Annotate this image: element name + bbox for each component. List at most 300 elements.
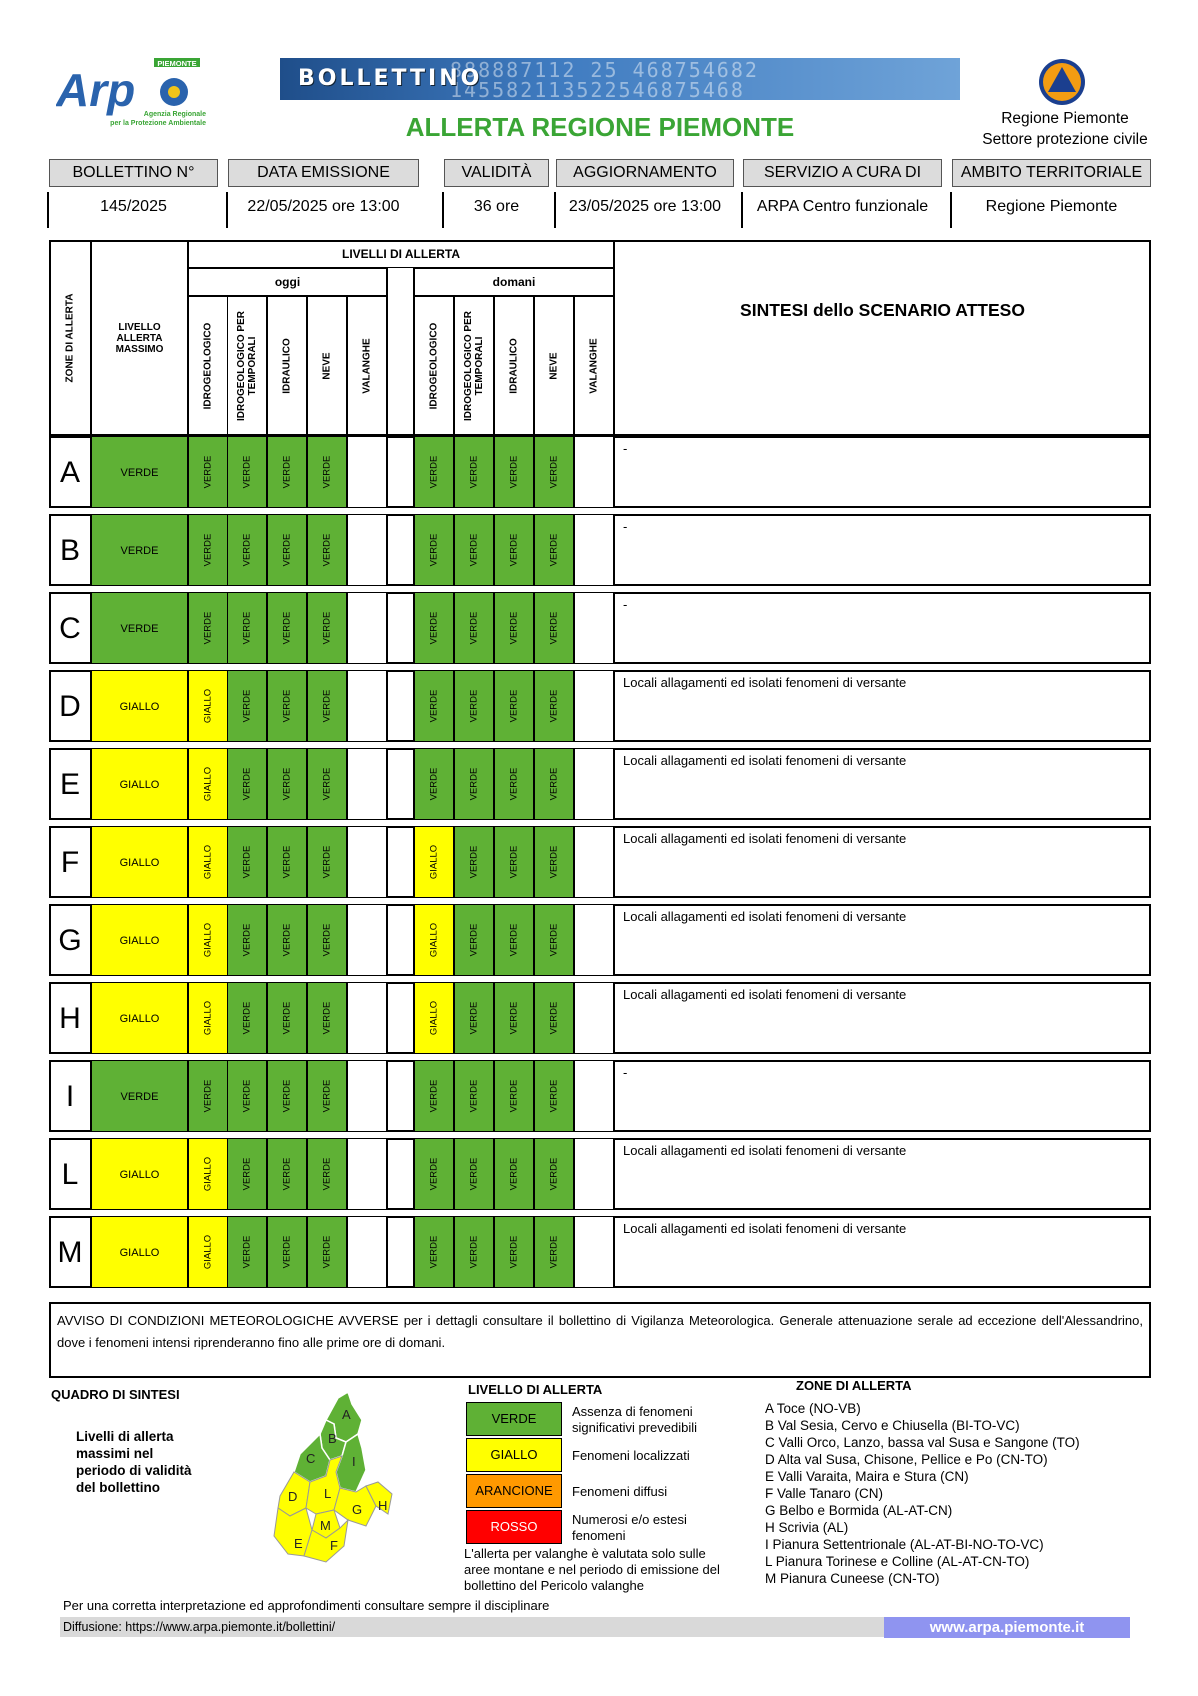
zone-letter: H: [49, 982, 91, 1054]
row-gap: [387, 1216, 414, 1288]
tomorrow-level-cell: [574, 904, 614, 976]
category-label: NEVE: [321, 352, 333, 380]
map-label: H: [378, 1498, 388, 1513]
info-label-scope: AMBITO TERRITORIALE: [952, 159, 1151, 187]
svg-text:PIEMONTE: PIEMONTE: [157, 59, 197, 68]
tomorrow-level-cell: [534, 436, 574, 508]
tomorrow-level-cell: [534, 982, 574, 1054]
row-gap: [387, 592, 414, 664]
level-label: VERDE: [281, 689, 293, 723]
info-value-service: ARPA Centro funzionale: [756, 198, 929, 215]
today-level-cell: [188, 982, 228, 1054]
level-label: VERDE: [468, 533, 480, 567]
scenario-summary: -: [614, 514, 1151, 586]
level-label: VERDE: [468, 1079, 480, 1113]
legend-orange: ARANCIONE: [466, 1474, 562, 1508]
info-value-validity: 36 ore: [473, 198, 520, 215]
level-label: VERDE: [428, 455, 440, 489]
legend-green-desc: Assenza di fenomeni significativi prevedibili: [572, 1404, 697, 1435]
today-category-header: [188, 296, 228, 436]
tomorrow-level-cell: [454, 826, 494, 898]
zone-letter: F: [49, 826, 91, 898]
level-label: VERDE: [548, 923, 560, 957]
tomorrow-level-cell: [494, 1216, 534, 1288]
level-label: VERDE: [548, 533, 560, 567]
tomorrow-level-cell: [414, 670, 454, 742]
level-label: VERDE: [508, 845, 520, 879]
today-category-header: [267, 296, 307, 436]
region-name: Regione Piemonte: [1001, 110, 1129, 127]
today-level-cell: [267, 514, 307, 586]
scenario-summary: Locali allagamenti ed isolati fenomeni di versante: [614, 826, 1151, 898]
weather-notice: AVVISO DI CONDIZIONI METEOROLOGICHE AVVERSE per i dettagli consultare il bollettino di Vigilanza Meteorologica. Generale attenuazione serale ad eccezione dell'Alessandrino, dove i fenomeni intensi riprenderanno fino alle prime ore di domani.: [49, 1302, 1151, 1378]
zone-letter: D: [49, 670, 91, 742]
max-level-header: LIVELLO ALLERTA MASSIMO: [91, 240, 188, 436]
today-category-header: [347, 296, 387, 436]
today-level-cell: [227, 826, 267, 898]
level-label: VERDE: [241, 1157, 253, 1191]
level-label: VERDE: [202, 455, 214, 489]
info-label-service: SERVIZIO A CURA DI: [743, 159, 942, 187]
category-label: NEVE: [548, 352, 560, 380]
today-level-cell: [307, 1060, 347, 1132]
today-level-cell: [307, 436, 347, 508]
row-gap: [387, 904, 414, 976]
today-level-cell: [267, 1138, 307, 1210]
level-label: VERDE: [321, 845, 333, 879]
avalanche-note: L'allerta per valanghe è valutata solo sulle aree montane e nel periodo di emissione del bollettino del Pericolo valanghe: [464, 1546, 720, 1593]
max-level-cell: GIALLO: [91, 1138, 188, 1210]
zones-header-label: ZONE DI ALLERTA: [64, 293, 76, 383]
tomorrow-level-cell: [534, 670, 574, 742]
level-label: VERDE: [321, 1235, 333, 1269]
zones-legend-title: ZONE DI ALLERTA: [796, 1378, 912, 1393]
info-value-date: 22/05/2025 ore 13:00: [247, 198, 400, 215]
tomorrow-level-cell: [534, 904, 574, 976]
tomorrow-level-cell: [494, 1060, 534, 1132]
zone-legend-item: G Belbo e Bormida (AL-AT-CN): [765, 1503, 953, 1518]
tomorrow-level-cell: [454, 436, 494, 508]
today-level-cell: [307, 1216, 347, 1288]
today-level-cell: [347, 1138, 387, 1210]
info-value-scope: Regione Piemonte: [985, 198, 1118, 215]
scenario-summary: -: [614, 436, 1151, 508]
level-label: VERDE: [202, 1079, 214, 1113]
today-level-cell: [227, 982, 267, 1054]
tomorrow-level-cell: [454, 670, 494, 742]
tomorrow-level-cell: [494, 1138, 534, 1210]
level-label: VERDE: [241, 455, 253, 489]
info-value-bulletin: 145/2025: [100, 198, 167, 215]
today-header: oggi: [188, 268, 387, 296]
row-gap: [387, 982, 414, 1054]
today-level-cell: [188, 592, 228, 664]
level-label: VERDE: [321, 1079, 333, 1113]
today-level-cell: [347, 1216, 387, 1288]
piemonte-map: [270, 1390, 420, 1590]
level-label: VERDE: [281, 533, 293, 567]
level-label: VERDE: [428, 1235, 440, 1269]
zone-legend-item: C Valli Orco, Lanzo, bassa val Susa e Sangone (TO): [765, 1435, 1080, 1450]
scenario-summary: Locali allagamenti ed isolati fenomeni di versante: [614, 1138, 1151, 1210]
category-label: IDROGEOLOGICO: [428, 322, 440, 410]
zone-legend-item: E Valli Varaita, Maira e Stura (CN): [765, 1469, 969, 1484]
today-level-cell: [188, 1216, 228, 1288]
today-level-cell: [227, 436, 267, 508]
level-label: VERDE: [468, 689, 480, 723]
today-level-cell: [307, 982, 347, 1054]
tomorrow-level-cell: [494, 904, 534, 976]
today-level-cell: [347, 748, 387, 820]
tomorrow-level-cell: [414, 826, 454, 898]
tomorrow-header: domani: [414, 268, 614, 296]
zone-letter: C: [49, 592, 91, 664]
level-label: VERDE: [548, 767, 560, 801]
max-level-cell: VERDE: [91, 514, 188, 586]
svg-text:per la Protezione Ambientale: per la Protezione Ambientale: [110, 120, 206, 127]
level-label: VERDE: [508, 767, 520, 801]
scenario-summary: -: [614, 592, 1151, 664]
map-label: M: [320, 1518, 331, 1533]
today-level-cell: [188, 436, 228, 508]
level-label: VERDE: [508, 1079, 520, 1113]
level-label: VERDE: [281, 923, 293, 957]
level-label: VERDE: [428, 767, 440, 801]
tomorrow-level-cell: [534, 1216, 574, 1288]
today-level-cell: [307, 748, 347, 820]
level-label: GIALLO: [202, 922, 214, 958]
max-level-cell: VERDE: [91, 1060, 188, 1132]
today-level-cell: [307, 514, 347, 586]
tomorrow-level-cell: [574, 826, 614, 898]
today-level-cell: [188, 1138, 228, 1210]
tomorrow-level-cell: [414, 436, 454, 508]
max-level-cell: GIALLO: [91, 748, 188, 820]
tomorrow-level-cell: [414, 514, 454, 586]
map-label: B: [328, 1431, 337, 1446]
row-gap: [387, 436, 414, 508]
zone-letter: L: [49, 1138, 91, 1210]
level-label: VERDE: [321, 767, 333, 801]
scenario-summary: Locali allagamenti ed isolati fenomeni di versante: [614, 1216, 1151, 1288]
level-label: VERDE: [321, 923, 333, 957]
scenario-summary: Locali allagamenti ed isolati fenomeni di versante: [614, 748, 1151, 820]
level-label: VERDE: [548, 1079, 560, 1113]
today-level-cell: [227, 670, 267, 742]
row-gap: [387, 826, 414, 898]
level-label: VERDE: [241, 923, 253, 957]
civil-protection-icon: [1038, 58, 1086, 106]
level-label: VERDE: [241, 1079, 253, 1113]
bulletin-banner: [280, 58, 960, 100]
tomorrow-level-cell: [494, 982, 534, 1054]
level-label: VERDE: [548, 689, 560, 723]
level-label: GIALLO: [202, 1156, 214, 1192]
level-label: VERDE: [241, 845, 253, 879]
legend-yellow: GIALLO: [466, 1438, 562, 1472]
today-level-cell: [267, 436, 307, 508]
footer-diffusion: Diffusione: https://www.arpa.piemonte.it/bollettini/: [60, 1617, 902, 1637]
header-gap: [387, 268, 414, 436]
tomorrow-level-cell: [414, 982, 454, 1054]
row-gap: [387, 670, 414, 742]
tomorrow-level-cell: [454, 1138, 494, 1210]
today-level-cell: [227, 1138, 267, 1210]
level-label: VERDE: [281, 1001, 293, 1035]
level-label: VERDE: [241, 767, 253, 801]
row-gap: [387, 748, 414, 820]
tomorrow-level-cell: [534, 1060, 574, 1132]
level-label: VERDE: [281, 611, 293, 645]
map-label: F: [330, 1538, 338, 1553]
today-level-cell: [347, 982, 387, 1054]
banner-word: BOLLETTINO: [298, 66, 483, 91]
banner-pattern: 888887112 25 468754682 145582113522546875468: [450, 58, 759, 100]
legend-orange-desc: Fenomeni diffusi: [572, 1484, 668, 1499]
zone-letter: M: [49, 1216, 91, 1288]
tomorrow-level-cell: [454, 1216, 494, 1288]
level-label: VERDE: [321, 533, 333, 567]
category-label: IDROGEOLOGICO: [202, 322, 214, 410]
sector-name: Settore protezione civile: [982, 131, 1148, 148]
max-level-cell: GIALLO: [91, 1216, 188, 1288]
level-label: VERDE: [468, 767, 480, 801]
info-value-update: 23/05/2025 ore 13:00: [568, 198, 722, 215]
summary-panel-caption: Livelli di allerta massimi nel periodo di validità del bollettino: [76, 1429, 192, 1495]
today-level-cell: [267, 826, 307, 898]
today-level-cell: [307, 592, 347, 664]
tomorrow-level-cell: [494, 592, 534, 664]
legend-green: VERDE: [466, 1402, 562, 1436]
zone-letter: G: [49, 904, 91, 976]
level-label: VERDE: [428, 611, 440, 645]
level-label: GIALLO: [428, 844, 440, 880]
level-label: VERDE: [548, 1235, 560, 1269]
arpa-logo: [56, 58, 206, 128]
tomorrow-level-cell: [574, 1138, 614, 1210]
scenario-summary: -: [614, 1060, 1151, 1132]
today-level-cell: [227, 904, 267, 976]
zone-legend-item: M Pianura Cuneese (CN-TO): [765, 1571, 940, 1586]
tomorrow-level-cell: [574, 748, 614, 820]
row-gap: [387, 514, 414, 586]
level-label: VERDE: [508, 611, 520, 645]
today-level-cell: [347, 826, 387, 898]
map-label: G: [352, 1502, 363, 1517]
level-label: VERDE: [508, 1001, 520, 1035]
zone-legend-item: D Alta val Susa, Chisone, Pellice e Po (CN-TO): [765, 1452, 1048, 1467]
level-label: VERDE: [548, 845, 560, 879]
max-level-cell: GIALLO: [91, 826, 188, 898]
zone-legend-item: I Pianura Settentrionale (AL-AT-BI-NO-TO-VC): [765, 1537, 1044, 1552]
level-label: GIALLO: [202, 1000, 214, 1036]
tomorrow-level-cell: [454, 592, 494, 664]
level-label: VERDE: [508, 923, 520, 957]
legend-red: ROSSO: [466, 1510, 562, 1544]
level-label: VERDE: [548, 1157, 560, 1191]
category-label: IDRAULICO: [281, 338, 293, 394]
tomorrow-level-cell: [574, 1216, 614, 1288]
tomorrow-level-cell: [494, 670, 534, 742]
level-label: VERDE: [241, 533, 253, 567]
level-label: VERDE: [281, 1157, 293, 1191]
zone-legend-item: L Pianura Torinese e Colline (AL-AT-CN-TO): [765, 1554, 1030, 1569]
category-label: IDRAULICO: [508, 338, 520, 394]
today-level-cell: [347, 904, 387, 976]
level-label: VERDE: [508, 1157, 520, 1191]
zone-letter: E: [49, 748, 91, 820]
scenario-summary: Locali allagamenti ed isolati fenomeni di versante: [614, 904, 1151, 976]
tomorrow-level-cell: [574, 670, 614, 742]
today-level-cell: [347, 592, 387, 664]
tomorrow-level-cell: [534, 748, 574, 820]
tomorrow-level-cell: [414, 748, 454, 820]
level-label: VERDE: [241, 1001, 253, 1035]
levels-header: LIVELLI DI ALLERTA: [188, 240, 614, 268]
zone-legend-item: A Toce (NO-VB): [765, 1401, 861, 1416]
tomorrow-level-cell: [414, 904, 454, 976]
tomorrow-level-cell: [454, 514, 494, 586]
level-label: VERDE: [281, 767, 293, 801]
today-level-cell: [347, 670, 387, 742]
footer-website-link[interactable]: www.arpa.piemonte.it: [884, 1617, 1130, 1638]
max-level-cell: GIALLO: [91, 982, 188, 1054]
info-label-date: DATA EMISSIONE: [228, 159, 419, 187]
scenario-summary: Locali allagamenti ed isolati fenomeni di versante: [614, 982, 1151, 1054]
today-level-cell: [227, 1216, 267, 1288]
max-level-cell: GIALLO: [91, 670, 188, 742]
map-label: E: [294, 1536, 303, 1551]
tomorrow-level-cell: [414, 592, 454, 664]
info-label-update: AGGIORNAMENTO: [556, 159, 734, 187]
level-label: VERDE: [548, 611, 560, 645]
tomorrow-category-header: [414, 296, 454, 436]
zone-letter: I: [49, 1060, 91, 1132]
legend-title: LIVELLO DI ALLERTA: [468, 1382, 603, 1397]
today-category-header: [307, 296, 347, 436]
legend-yellow-desc: Fenomeni localizzati: [572, 1448, 690, 1463]
level-label: VERDE: [428, 1157, 440, 1191]
today-level-cell: [267, 1060, 307, 1132]
level-label: VERDE: [468, 611, 480, 645]
level-label: VERDE: [321, 611, 333, 645]
level-label: VERDE: [202, 611, 214, 645]
level-label: GIALLO: [202, 1234, 214, 1270]
today-level-cell: [307, 1138, 347, 1210]
level-label: VERDE: [548, 1001, 560, 1035]
tomorrow-level-cell: [454, 982, 494, 1054]
today-level-cell: [307, 904, 347, 976]
level-label: VERDE: [321, 1001, 333, 1035]
today-level-cell: [188, 904, 228, 976]
level-label: VERDE: [468, 1001, 480, 1035]
level-label: VERDE: [468, 1235, 480, 1269]
svg-text:Arp: Arp: [56, 64, 136, 116]
summary-header: SINTESI dello SCENARIO ATTESO: [614, 240, 1151, 436]
zone-legend-item: H Scrivia (AL): [765, 1520, 849, 1535]
category-label: IDROGEOLOGICO PER TEMPORALI: [236, 311, 258, 422]
map-label: D: [288, 1489, 298, 1504]
level-label: GIALLO: [202, 688, 214, 724]
page-title: ALLERTA REGIONE PIEMONTE: [405, 112, 795, 142]
zone-letter: B: [49, 514, 91, 586]
today-level-cell: [188, 826, 228, 898]
level-label: VERDE: [202, 533, 214, 567]
level-label: VERDE: [241, 611, 253, 645]
tomorrow-level-cell: [414, 1138, 454, 1210]
level-label: VERDE: [281, 455, 293, 489]
level-label: GIALLO: [428, 922, 440, 958]
tomorrow-category-header: [494, 296, 534, 436]
tomorrow-level-cell: [574, 1060, 614, 1132]
tomorrow-level-cell: [534, 514, 574, 586]
map-label: I: [352, 1454, 356, 1469]
region-info: [950, 108, 1180, 150]
max-level-cell: GIALLO: [91, 904, 188, 976]
row-gap: [387, 1060, 414, 1132]
max-level-cell: VERDE: [91, 436, 188, 508]
tomorrow-level-cell: [534, 592, 574, 664]
map-label: C: [306, 1451, 316, 1466]
level-label: VERDE: [321, 1157, 333, 1191]
tomorrow-level-cell: [574, 592, 614, 664]
tomorrow-level-cell: [494, 514, 534, 586]
max-level-cell: VERDE: [91, 592, 188, 664]
info-label-validity: VALIDITÀ: [444, 159, 549, 187]
level-label: VERDE: [281, 1079, 293, 1113]
today-level-cell: [188, 514, 228, 586]
level-label: VERDE: [428, 533, 440, 567]
today-level-cell: [188, 670, 228, 742]
today-level-cell: [267, 904, 307, 976]
level-label: VERDE: [321, 455, 333, 489]
level-label: VERDE: [508, 1235, 520, 1269]
tomorrow-level-cell: [574, 436, 614, 508]
zone-legend-item: F Valle Tanaro (CN): [765, 1486, 884, 1501]
level-label: VERDE: [468, 1157, 480, 1191]
svg-text:Agenzia Regionale: Agenzia Regionale: [143, 111, 206, 118]
level-label: VERDE: [468, 923, 480, 957]
level-label: VERDE: [281, 845, 293, 879]
level-label: GIALLO: [428, 1000, 440, 1036]
zone-letter: A: [49, 436, 91, 508]
tomorrow-level-cell: [414, 1216, 454, 1288]
today-level-cell: [188, 748, 228, 820]
category-label: IDROGEOLOGICO PER TEMPORALI: [463, 311, 485, 422]
level-label: VERDE: [428, 1079, 440, 1113]
today-level-cell: [267, 1216, 307, 1288]
level-label: GIALLO: [202, 766, 214, 802]
zone-legend-item: B Val Sesia, Cervo e Chiusella (BI-TO-VC): [765, 1418, 1020, 1433]
level-label: VERDE: [428, 689, 440, 723]
footer-note: Per una corretta interpretazione ed approfondimenti consultare sempre il disciplinare: [63, 1598, 550, 1613]
level-label: GIALLO: [202, 844, 214, 880]
today-level-cell: [227, 592, 267, 664]
today-level-cell: [227, 1060, 267, 1132]
tomorrow-level-cell: [454, 1060, 494, 1132]
row-gap: [387, 1138, 414, 1210]
tomorrow-level-cell: [534, 1138, 574, 1210]
level-label: VERDE: [508, 533, 520, 567]
level-label: VERDE: [508, 455, 520, 489]
map-label: A: [342, 1407, 351, 1422]
tomorrow-level-cell: [454, 748, 494, 820]
level-label: VERDE: [241, 1235, 253, 1269]
today-level-cell: [188, 1060, 228, 1132]
category-label: VALANGHE: [361, 338, 373, 394]
legend-red-desc: Numerosi e/o estesi fenomeni: [572, 1512, 687, 1543]
today-level-cell: [267, 670, 307, 742]
